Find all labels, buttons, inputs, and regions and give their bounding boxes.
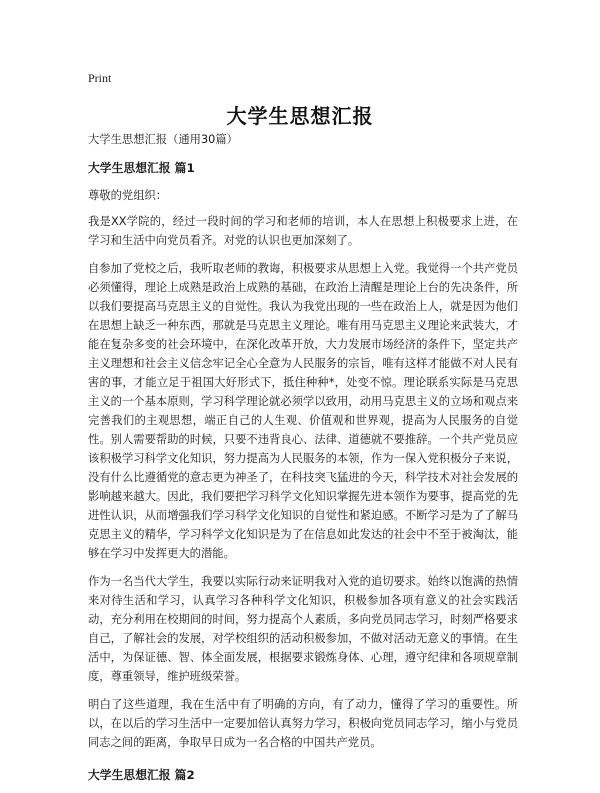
body-paragraph: 自参加了党校之后，我听取老师的教诲，积极要求从思想上入党。我觉得一个共产党员必须懂得，理论上成熟是政治上成熟的基础，在政治上清醒是理论上台的先决条件，所以我们要提高马克思主义的自觉性。我认为我党出现的一些在政治上人，就是因为他们在思想上缺乏一种东西，那就是马克思主义理论。唯有用马克思主义理论来武装大，才能在复杂多变的社会环境中，在深化改革开放，大力发展市场经济的条件下，坚定共产主义理想和社会主义信念牢记全心全意为人民服务的宗旨，唯有这样才能做不对人民有害的事，才能立足于祖国大好形式下，抵住种种*，处变不惊。理论联系实际是马克思主义的一个基本原则，学习科学理论就必须学以致用，动用马克思主义的立场和观点来完善我们的主观思想，端正自己的人生观、价值观和世界观，提高为人民服务的自觉性。别人需要帮助的时候，只要不违背良心、法律、道德就不要推辞。一个共产党员应该积极学习科学文化知识，努力提高为人民服务的本领，作为一保入党积极分子来说，没有什么比遵循党的意志更为神圣了，在科技突飞猛进的今天，科学技术对社会发展的影响越来越大。因此，我们要把学习科学文化知识掌握先进本领作为要事，提高党的先进性认识，从而增强我们学习科学文化知识的自觉性和紧迫感。不断学习是为了了解马克思主义的精华，学习科学文化知识是为了在信息如此发达的社会中不至于被淘汰，能够在学习中发挥更大的潜能。	[88, 262, 518, 560]
body-paragraph: 作为一名当代大学生，我要以实际行动来证明我对入党的追切要求。始终以饱满的热情来对待生活和学习，认真学习各种科学文化知识，积极参加各项有意义的社会实践活动，充分利用在校期间的时间，努力提高个人素质，多向党员同志学习，时刻严格要求自己，了解社会的发展，对学校组织的活动积极参加，不做对活动无意义的事情。在生活中，为保证德、智、体全面发展，根据要求锻炼身体、心理，遵守纪律和各项规章制度，尊重领导，维护班级荣誉。	[88, 575, 518, 683]
document-body	[88, 130, 518, 793]
body-paragraph: 我是XX学院的，经过一段时间的学习和老师的培训，本人在思想上积极要求上进，在学习和生活中向党员看齐。对党的认识也更加深刻了。	[88, 215, 518, 247]
document-subtitle: 大学生思想汇报（通用30篇）	[88, 133, 238, 146]
section-heading-1: 大学生思想汇报 篇1	[88, 161, 195, 175]
section-heading-2: 大学生思想汇报 篇2	[88, 768, 195, 782]
salutation: 尊敬的党组织：	[88, 189, 168, 202]
document-title: 大学生思想汇报	[226, 104, 374, 128]
print-link[interactable]: Print	[88, 71, 112, 85]
body-paragraph: 明白了这些道理，我在生活中有了明确的方向，有了动力，懂得了学习的重要性。所以，在以后的学习生活中一定要加倍认真努力学习，积极向党员同志学习，缩小与党员同志之间的距离，争取早日成为一名合格的中国共产党员。	[88, 698, 518, 749]
